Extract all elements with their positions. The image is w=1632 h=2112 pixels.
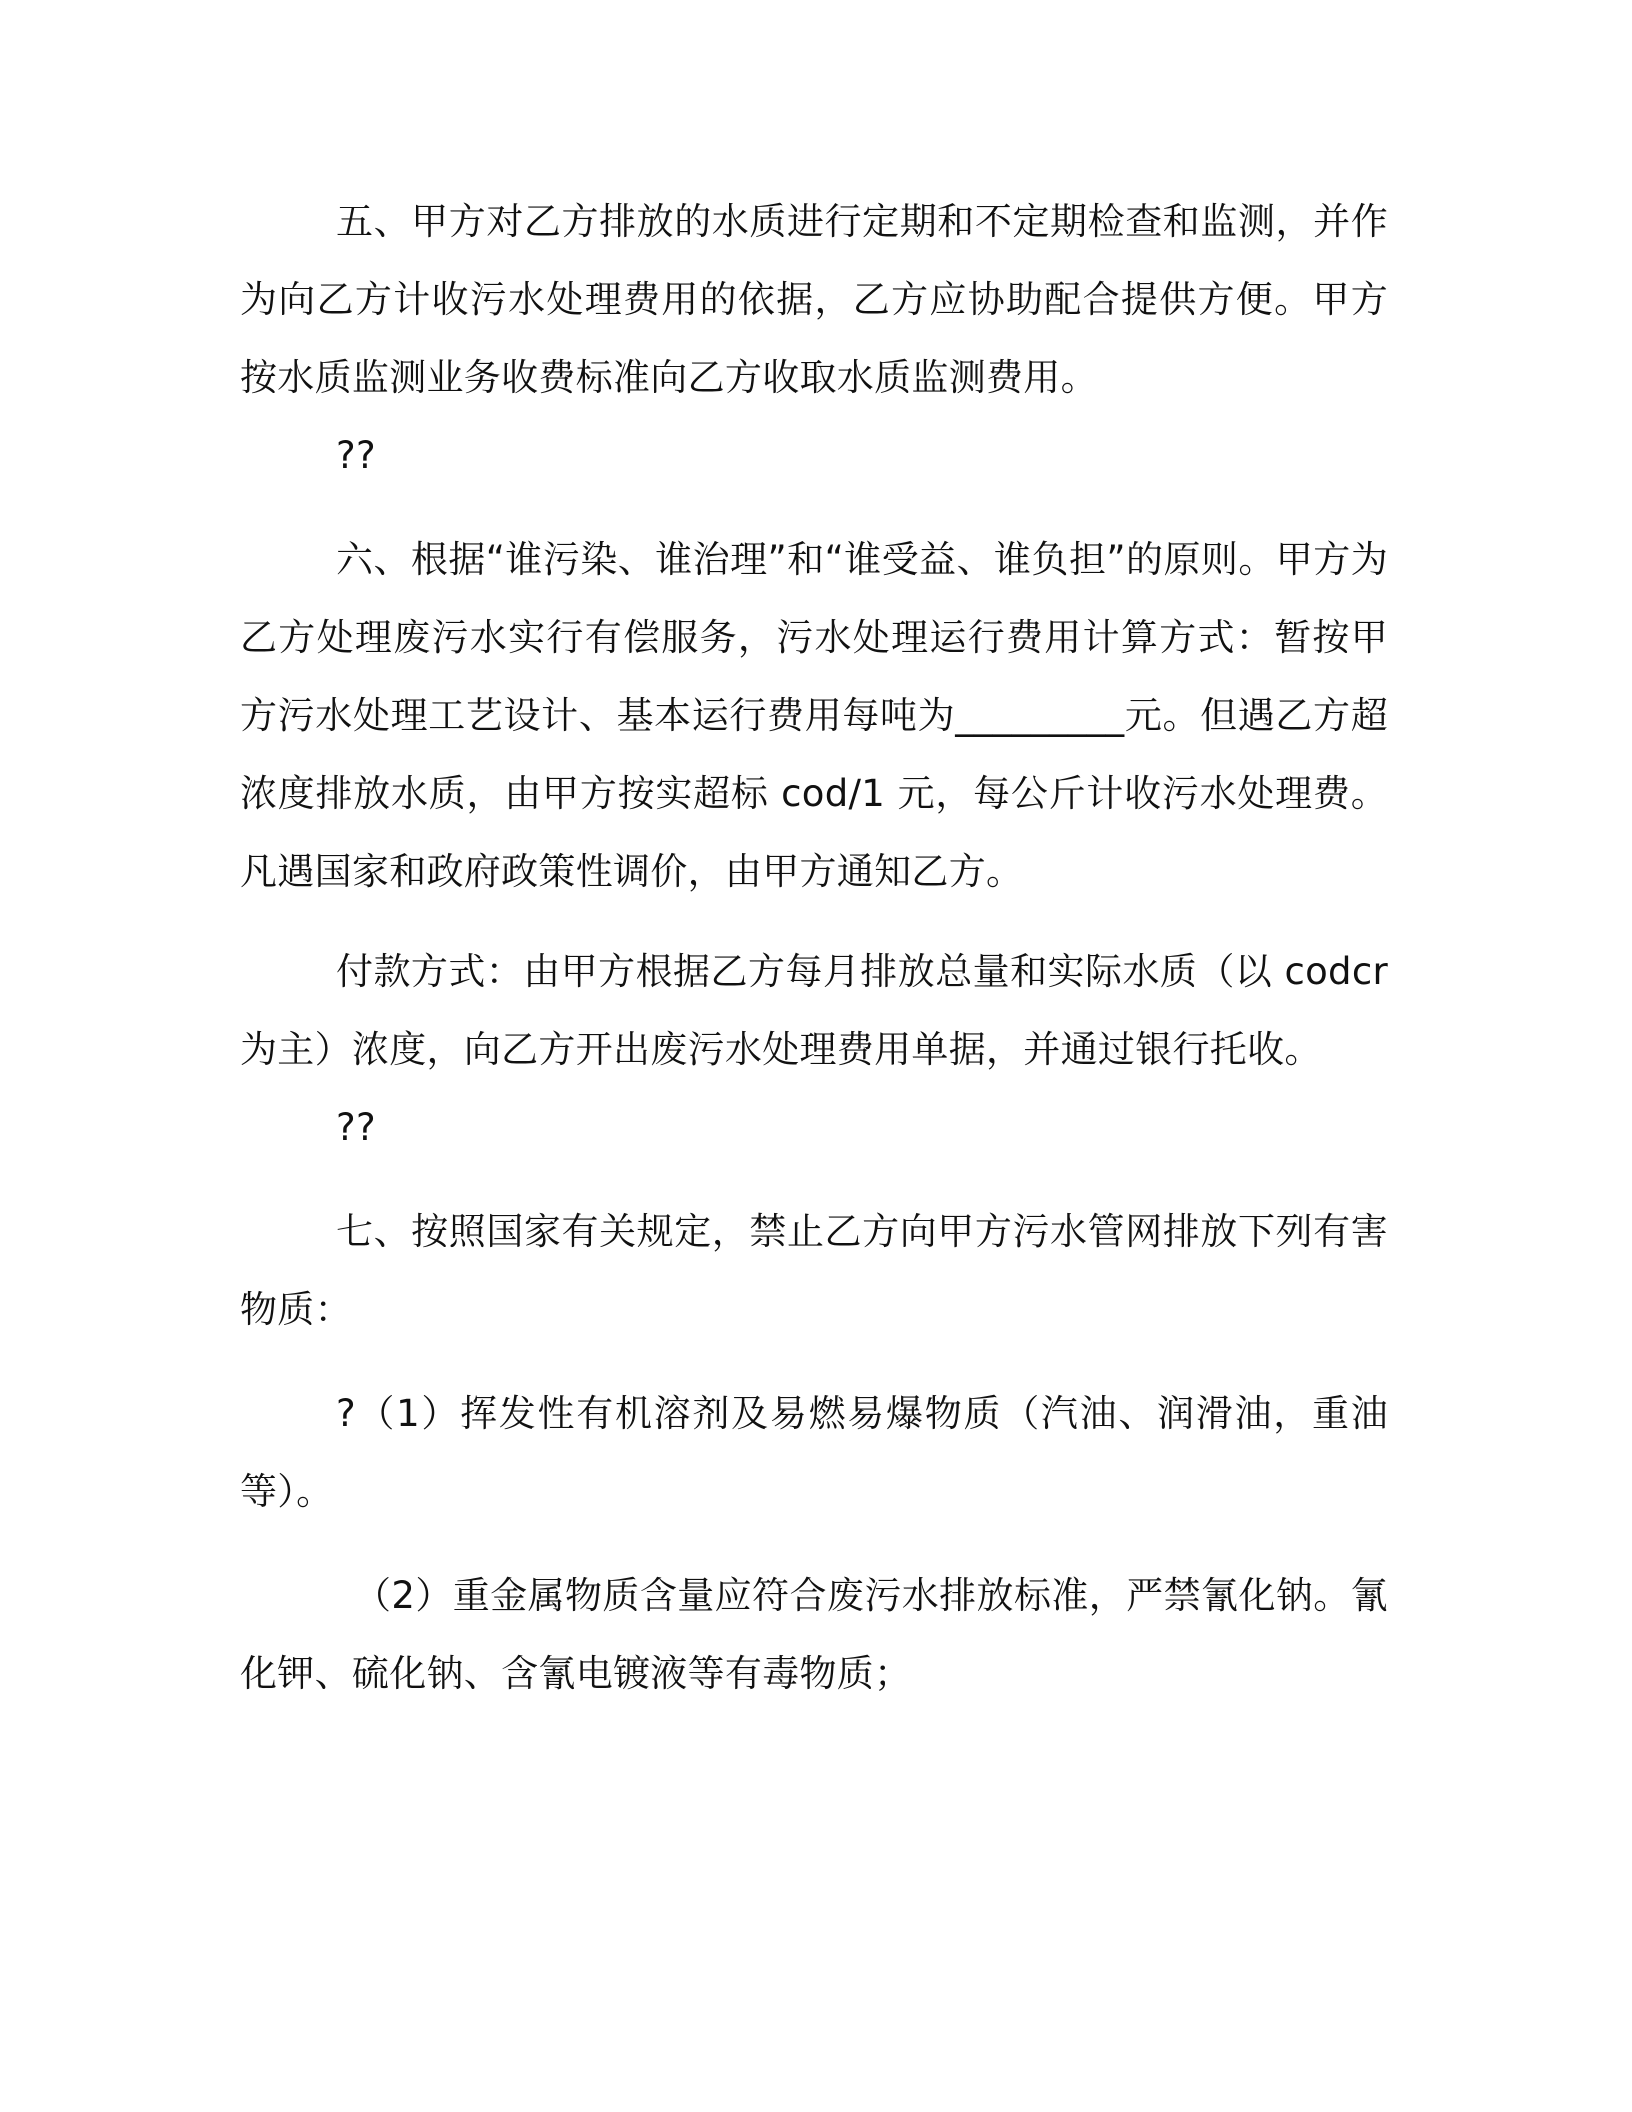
- clause-7-paragraph: 七、按照国家有关规定，禁止乙方向甲方污水管网排放下列有害物质：: [240, 1210, 1388, 1331]
- separator-marks: ??: [336, 434, 376, 477]
- clause-5-paragraph: 五、甲方对乙方排放的水质进行定期和不定期检查和监测，并作为向乙方计收污水处理费用的依据，乙方应协助配合提供方便。甲方按水质监测业务收费标准向乙方收取水质监测费用。: [240, 200, 1388, 399]
- clause-6-paragraph: 六、根据“谁污染、谁治理”和“谁受益、谁负担”的原则。甲方为乙方处理废污水实行有偿服务，污水处理运行费用计算方式：暂按甲方污水处理工艺设计、基本运行费用每吨为_________元。但遇乙方超浓度排放水质，由甲方按实超标 cod/1 元，每公斤计收污水处理费。凡遇国家和政府政策性调价，由甲方通知乙方。: [240, 538, 1388, 893]
- prohibited-item-1: ?（1）挥发性有机溶剂及易燃易爆物质（汽油、润滑油，重油等）。: [240, 1392, 1388, 1513]
- prohibited-item-2: （2）重金属物质含量应符合废污水排放标准，严禁氰化钠。氰化钾、硫化钠、含氰电镀液等有毒物质；: [240, 1574, 1388, 1695]
- separator-marks: ??: [336, 1106, 376, 1149]
- document-body: [240, 183, 1388, 1713]
- payment-method-paragraph: 付款方式：由甲方根据乙方每月排放总量和实际水质（以 codcr 为主）浓度，向乙方开出废污水处理费用单据，并通过银行托收。: [240, 950, 1388, 1071]
